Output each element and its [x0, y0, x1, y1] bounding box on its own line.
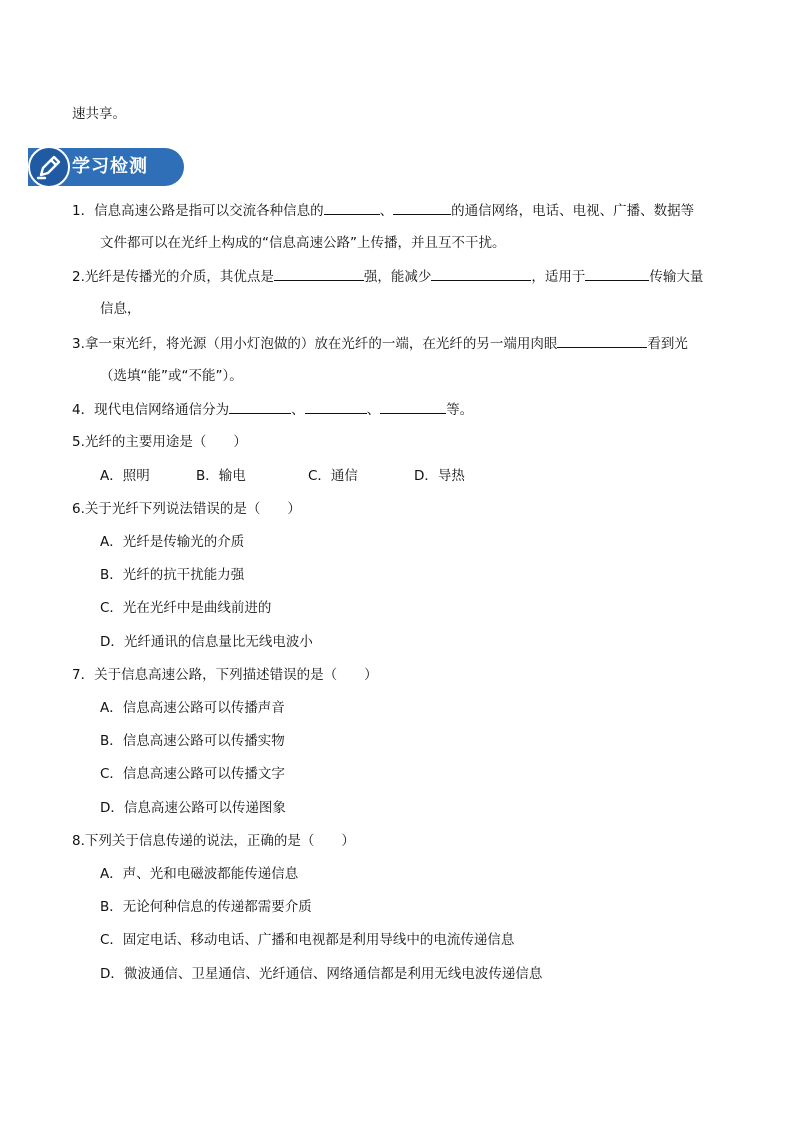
q6-option-a[interactable]: A．光纤是传输光的介质 — [100, 534, 245, 550]
q5-option-d[interactable]: D．导热 — [414, 468, 465, 484]
q3-text-a: 3.拿一束光纤，将光源（用小灯泡做的）放在光纤的一端，在光纤的另一端用肉眼 — [72, 336, 558, 352]
pencil-icon — [28, 146, 70, 188]
section-title: 学习检测 — [72, 156, 148, 177]
q4-sep-1: 、 — [291, 402, 305, 418]
question-5-stem: 5.光纤的主要用途是（ ） — [72, 434, 247, 450]
q7-option-a[interactable]: A．信息高速公路可以传播声音 — [100, 700, 285, 716]
q8-option-b[interactable]: B．无论何种信息的传递都需要介质 — [100, 899, 312, 915]
q1-text-b: 的通信网络，电话、电视、广播、数据等 — [451, 203, 695, 219]
question-4 — [72, 399, 473, 419]
q8-option-d[interactable]: D．微波通信、卫星通信、光纤通信、网络通信都是利用无线电波传递信息 — [100, 966, 543, 982]
q8-option-a[interactable]: A．声、光和电磁波都能传递信息 — [100, 866, 299, 882]
q2-text-c: ，适用于 — [531, 269, 586, 285]
q4-sep-2: 、 — [366, 402, 381, 418]
q3-blank-1[interactable] — [557, 333, 647, 348]
q5-option-a[interactable]: A．照明 — [100, 468, 150, 484]
question-7-stem: 7．关于信息高速公路，下列描述错误的是（ ） — [72, 667, 378, 683]
q7-option-b[interactable]: B．信息高速公路可以传播实物 — [100, 733, 285, 749]
question-1 — [72, 200, 694, 220]
q1-text-a: 1．信息高速公路是指可以交流各种信息的 — [72, 203, 324, 219]
intro-tail-text: 速共享。 — [72, 106, 126, 122]
question-3-continued: （选填“能”或“不能”）。 — [100, 368, 243, 384]
q6-option-c[interactable]: C．光在光纤中是曲线前进的 — [100, 600, 272, 616]
q6-option-b[interactable]: B．光纤的抗干扰能力强 — [100, 567, 245, 583]
q5-option-b[interactable]: B．输电 — [196, 468, 246, 484]
q7-option-c[interactable]: C．信息高速公路可以传播文字 — [100, 766, 285, 782]
q2-text-b: 强，能减少 — [363, 269, 432, 285]
q4-text-b: 等。 — [446, 402, 474, 418]
q4-blank-3[interactable] — [380, 399, 446, 414]
q2-blank-1[interactable] — [274, 266, 364, 281]
q1-blank-2[interactable] — [393, 200, 451, 215]
question-8-stem: 8.下列关于信息传递的说法，正确的是（ ） — [72, 833, 355, 849]
q1-sep-1: 、 — [379, 203, 394, 219]
q5-option-c[interactable]: C．通信 — [308, 468, 358, 484]
question-2-continued: 信息， — [100, 301, 141, 317]
q2-blank-2[interactable] — [431, 266, 531, 281]
q2-text-d: 传输大量 — [649, 269, 704, 285]
q3-text-b: 看到光 — [647, 336, 688, 352]
question-2 — [72, 266, 703, 286]
q8-option-c[interactable]: C．固定电话、移动电话、广播和电视都是利用导线中的电流传递信息 — [100, 932, 515, 948]
q2-blank-3[interactable] — [585, 266, 649, 281]
q2-text-a: 2.光纤是传播光的介质，其优点是 — [72, 269, 274, 285]
q6-option-d[interactable]: D．光纤通讯的信息量比无线电波小 — [100, 634, 313, 650]
q7-option-d[interactable]: D．信息高速公路可以传递图象 — [100, 800, 286, 816]
q4-text-a: 4．现代电信网络通信分为 — [72, 402, 230, 418]
q1-blank-1[interactable] — [324, 200, 380, 215]
q4-blank-1[interactable] — [229, 399, 291, 414]
question-1-continued: 文件都可以在光纤上构成的“信息高速公路”上传播，并且互不干扰。 — [100, 235, 506, 251]
question-5-options — [100, 466, 465, 486]
q4-blank-2[interactable] — [305, 399, 367, 414]
question-6-stem: 6.关于光纤下列说法错误的是（ ） — [72, 501, 301, 517]
question-3 — [72, 333, 688, 353]
